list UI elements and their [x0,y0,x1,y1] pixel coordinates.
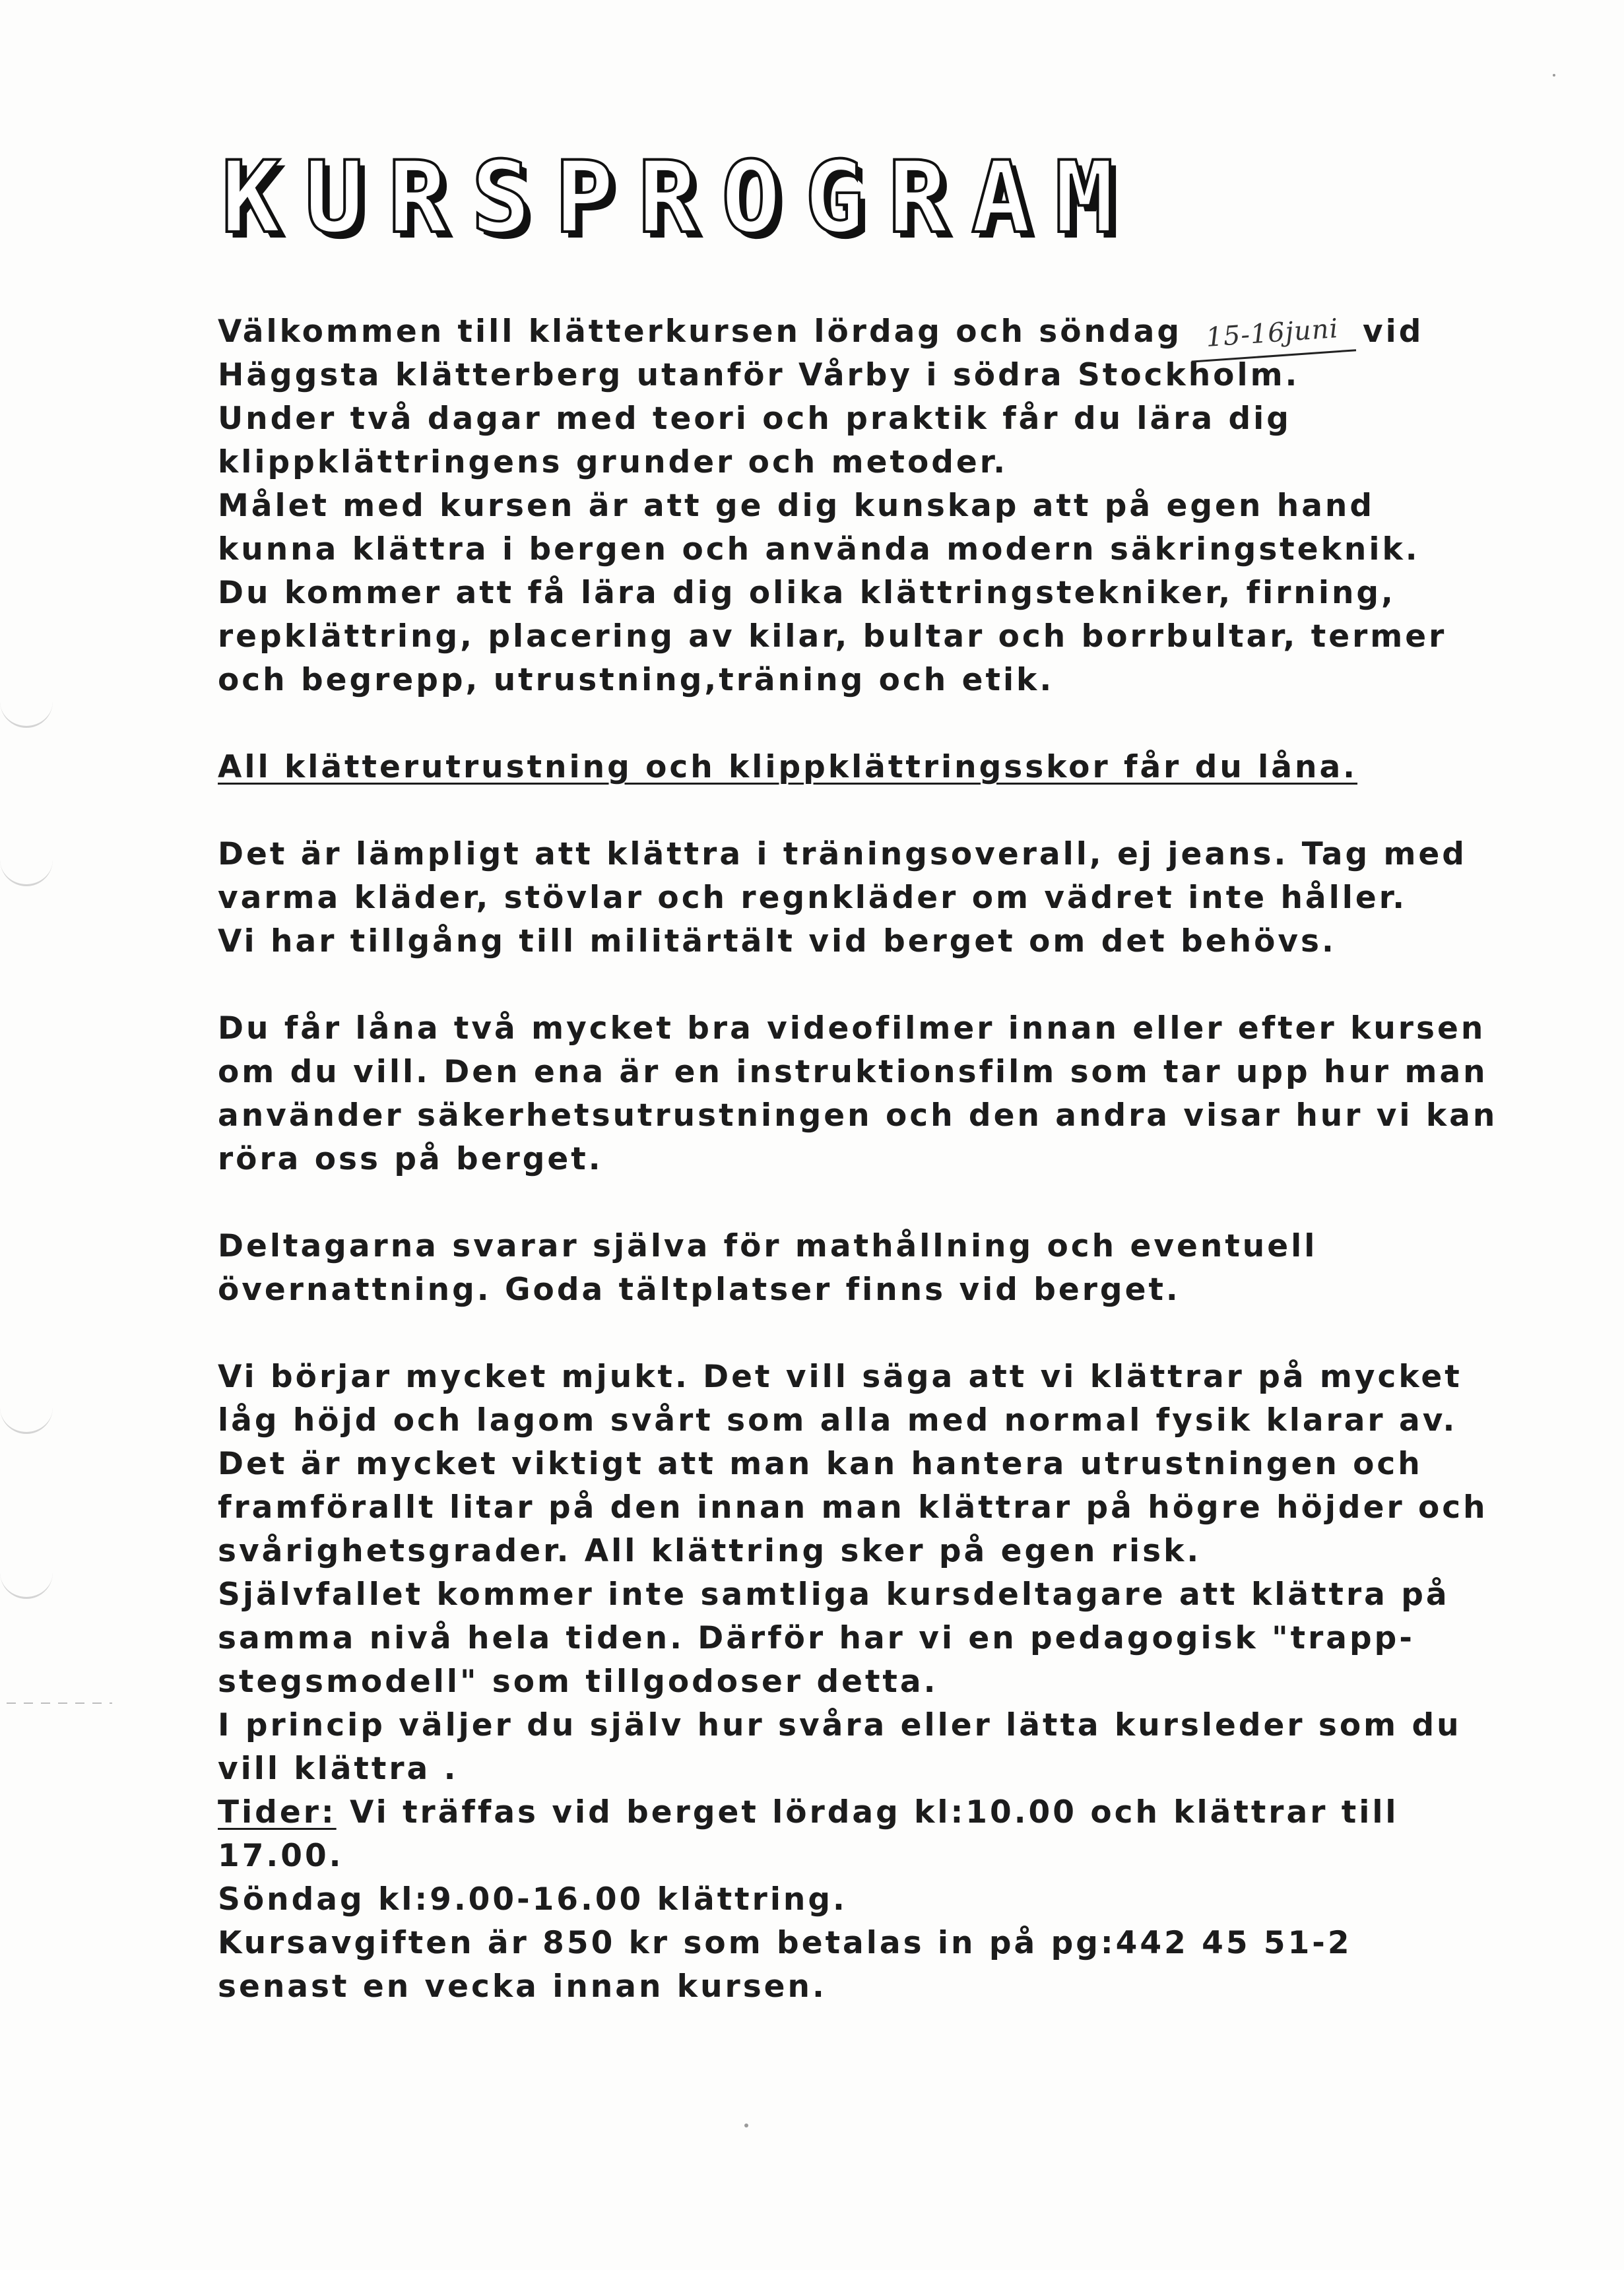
intro-line: repklättring, placering av kilar, bultar och borrbultar, termer [218,618,1447,655]
intro-line: Under två dagar med teori och praktik får du lära dig [218,401,1291,437]
punch-hole-mark [0,1406,53,1434]
videos-line: om du vill. Den ena är en instruktionsfilm som tar upp hur man [218,1054,1488,1090]
intro-line-1: Välkommen till klätterkursen lördag och söndag 15-16juni vid [218,310,1439,354]
intro-line: Häggsta klätterberg utanför Vårby i södra Stockholm. [218,357,1300,393]
method-line: låg höjd och lagom svårt som alla med normal fysik klarar av. [218,1402,1458,1439]
times-label: Tider: [218,1794,337,1831]
intro-line: Du kommer att få lära dig olika klättringstekniker, firning, [218,575,1396,611]
intro-line: och begrepp, utrustning,träning och etik. [218,662,1055,698]
clothing-line: Vi har tillgång till militärtält vid berget om det behövs. [218,923,1336,959]
food-line: Deltagarna svarar själva för mathållning och eventuell [218,1228,1318,1264]
times-line-3: Söndag kl:9.00-16.00 klättring. [218,1881,847,1918]
method-line: stegsmodell" som tillgodoser detta. [218,1664,938,1700]
intro-line: Målet med kursen är att ge dig kunskap att på egen hand [218,488,1375,524]
scan-mark [7,1702,112,1704]
method-line: vill klättra . [218,1751,459,1787]
punch-hole-mark [0,1571,53,1599]
times-line-1: Tider: Vi träffas vid berget lördag kl:10.00 och klättrar till [218,1794,1399,1831]
food-line: övernattning. Goda tältplatser finns vid berget. [218,1272,1181,1308]
intro-line: kunna klättra i bergen och använda modern säkringsteknik. [218,531,1420,568]
method-line: I princip väljer du själv hur svåra eller lätta kursleder som du [218,1707,1462,1743]
method-line: framförallt litar på den innan man klättrar på högre höjder och [218,1489,1488,1526]
punch-hole-mark [0,858,53,886]
scan-speck [744,2124,748,2127]
document-body [218,310,1498,2009]
method-line: Självfallet kommer inte samtliga kursdeltagare att klättra på [218,1576,1450,1613]
clothing-line: varma kläder, stövlar och regnkläder om vädret inte håller. [218,880,1408,916]
scan-speck [1553,74,1555,77]
fee-line: senast en vecka innan kursen. [218,1968,827,2005]
handwritten-date: 15-16juni [1188,306,1356,362]
method-line: svårighetsgrader. All klättring sker på egen risk. [218,1533,1202,1569]
method-line: Det är mycket viktigt att man kan hantera utrustningen och [218,1446,1423,1482]
fee-line: Kursavgiften är 850 kr som betalas in på pg:442 45 51-2 [218,1925,1352,1961]
intro-line: klippklättringens grunder och metoder. [218,444,1008,480]
videos-line: röra oss på berget. [218,1141,603,1177]
method-line: Vi börjar mycket mjukt. Det vill säga att vi klättrar på mycket [218,1359,1462,1395]
page-title: KURSPROGRAM [221,141,1138,255]
times-line-2: 17.00. [218,1838,344,1874]
clothing-line: Det är lämpligt att klättra i träningsoverall, ej jeans. Tag med [218,836,1467,872]
method-line: samma nivå hela tiden. Därför har vi en pedagogisk "trapp- [218,1620,1415,1656]
videos-line: Du får låna två mycket bra videofilmer innan eller efter kursen [218,1010,1486,1047]
equipment-note: All klätterutrustning och klippklättringsskor får du låna. [218,749,1358,785]
videos-line: använder säkerhetsutrustningen och den andra visar hur vi kan [218,1097,1498,1134]
punch-hole-mark [0,699,53,728]
